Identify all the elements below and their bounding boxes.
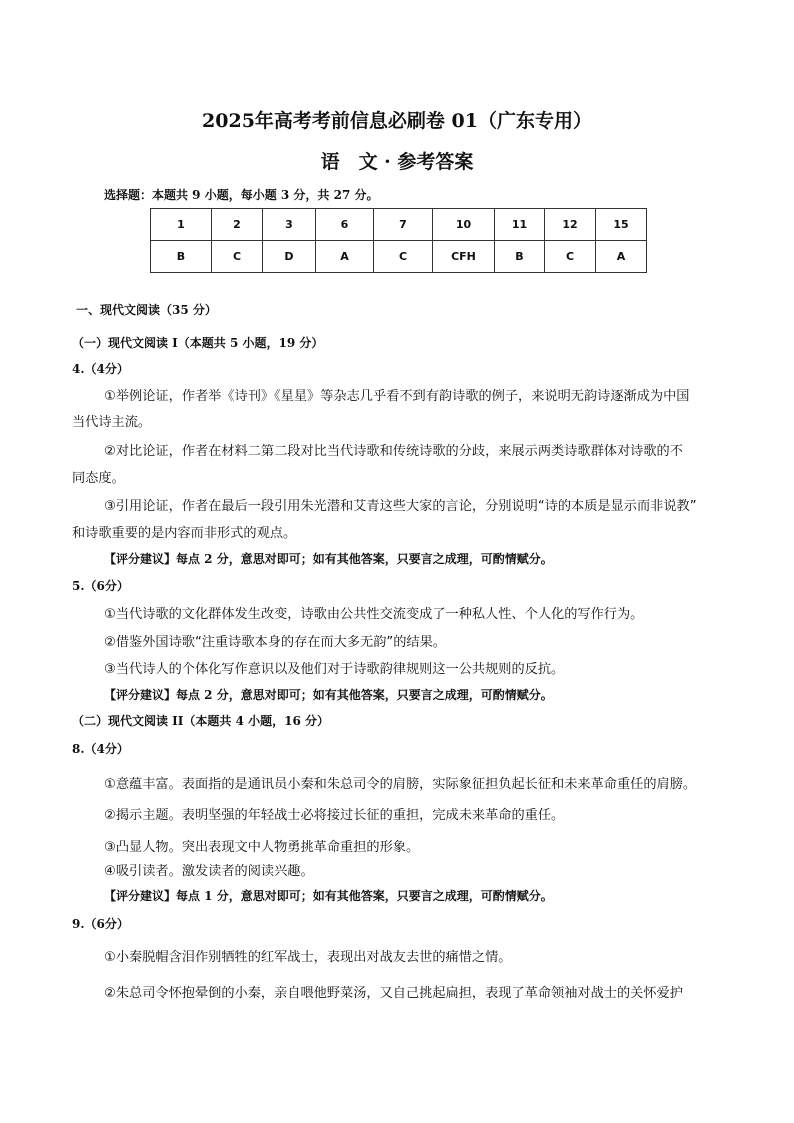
answer-line: ①当代诗歌的文化群体发生改变，诗歌由公共性交流变成了一种私人性、个人化的写作行为。: [104, 607, 644, 622]
answer-cell: C: [374, 241, 433, 273]
answer-line: ③当代诗人的个体化写作意识以及他们对于诗歌韵律规则这一公共规则的反抗。: [104, 662, 565, 677]
page-title: 2025年高考考前信息必刷卷 01（广东专用）: [202, 110, 592, 132]
question-number-cell: 2: [212, 209, 263, 241]
question-label: 9.（6分）: [72, 917, 129, 931]
answer-cell: D: [263, 241, 316, 273]
answer-cell: C: [545, 241, 596, 273]
answer-line: ①举例论证，作者举《诗刊》《星星》等杂志几乎看不到有韵诗歌的例子，来说明无韵诗逐渐成为中国: [104, 389, 690, 404]
question-number-cell: 6: [316, 209, 374, 241]
subsection-heading: （一）现代文阅读 I（本题共 5 小题，19 分）: [72, 336, 324, 350]
scoring-note: 【评分建议】每点 2 分，意思对即可；如有其他答案，只要言之成理，可酌情赋分。: [104, 688, 553, 702]
answer-line: ①小秦脱帽含泪作别牺牲的红军战士，表现出对战友去世的痛惜之情。: [104, 950, 512, 965]
answer-line: ④吸引读者。激发读者的阅读兴趣。: [104, 864, 314, 879]
answer-line: ①意蕴丰富。表面指的是通讯员小秦和朱总司令的肩膀，实际象征担负起长征和未来革命重任的肩膀。: [104, 777, 697, 792]
question-number-cell: 7: [374, 209, 433, 241]
question-number-cell: 1: [151, 209, 212, 241]
answer-line: ②揭示主题。表明坚强的年轻战士必将接过长征的重担，完成未来革命的重任。: [104, 808, 565, 823]
scoring-note: 【评分建议】每点 1 分，意思对即可；如有其他答案，只要言之成理，可酌情赋分。: [104, 889, 553, 903]
question-number-cell: 15: [596, 209, 647, 241]
answer-line: 当代诗主流。: [72, 415, 152, 430]
scoring-note: 【评分建议】每点 2 分，意思对即可；如有其他答案，只要言之成理，可酌情赋分。: [104, 552, 553, 566]
answer-line: 同态度。: [72, 471, 125, 486]
section-heading: 一、现代文阅读（35 分）: [76, 303, 217, 317]
answer-row: [151, 241, 647, 273]
question-number-cell: 11: [495, 209, 545, 241]
question-label: 8.（4分）: [72, 742, 129, 756]
question-number-cell: 12: [545, 209, 596, 241]
answer-line: ③引用论证，作者在最后一段引用朱光潜和艾青这些大家的言论，分别说明“诗的本质是显示而非说教”: [104, 499, 697, 514]
question-label: 4.（4分）: [72, 362, 129, 376]
answer-line: 和诗歌重要的是内容而非形式的观点。: [72, 526, 297, 541]
question-number-cell: 10: [433, 209, 495, 241]
answer-line: ③凸显人物。突出表现文中人物勇挑革命重担的形象。: [104, 840, 420, 855]
answer-line: ②对比论证，作者在材料二第二段对比当代诗歌和传统诗歌的分歧，来展示两类诗歌群体对诗歌的不: [104, 444, 683, 459]
answer-cell: B: [495, 241, 545, 273]
answer-table: [150, 208, 647, 273]
answer-cell: B: [151, 241, 212, 273]
subsection-heading: （二）现代文阅读 II（本题共 4 小题，16 分）: [72, 714, 329, 728]
page-subtitle: 语 文 · 参考答案: [320, 151, 474, 173]
answer-line: ②借鉴外国诗歌“注重诗歌本身的存在而大多无韵”的结果。: [104, 635, 446, 650]
choice-intro: 选择题：本题共 9 小题，每小题 3 分，共 27 分。: [104, 188, 379, 202]
question-number-cell: 3: [263, 209, 316, 241]
answer-cell: C: [212, 241, 263, 273]
answer-cell: A: [596, 241, 647, 273]
answer-cell: A: [316, 241, 374, 273]
answer-line: ②朱总司令怀抱晕倒的小秦，亲自喂他野菜汤，又自己挑起扁担，表现了革命领袖对战士的关怀爱护: [104, 986, 683, 1001]
question-number-row: [151, 209, 647, 241]
question-label: 5.（6分）: [72, 579, 129, 593]
answer-cell: CFH: [433, 241, 495, 273]
